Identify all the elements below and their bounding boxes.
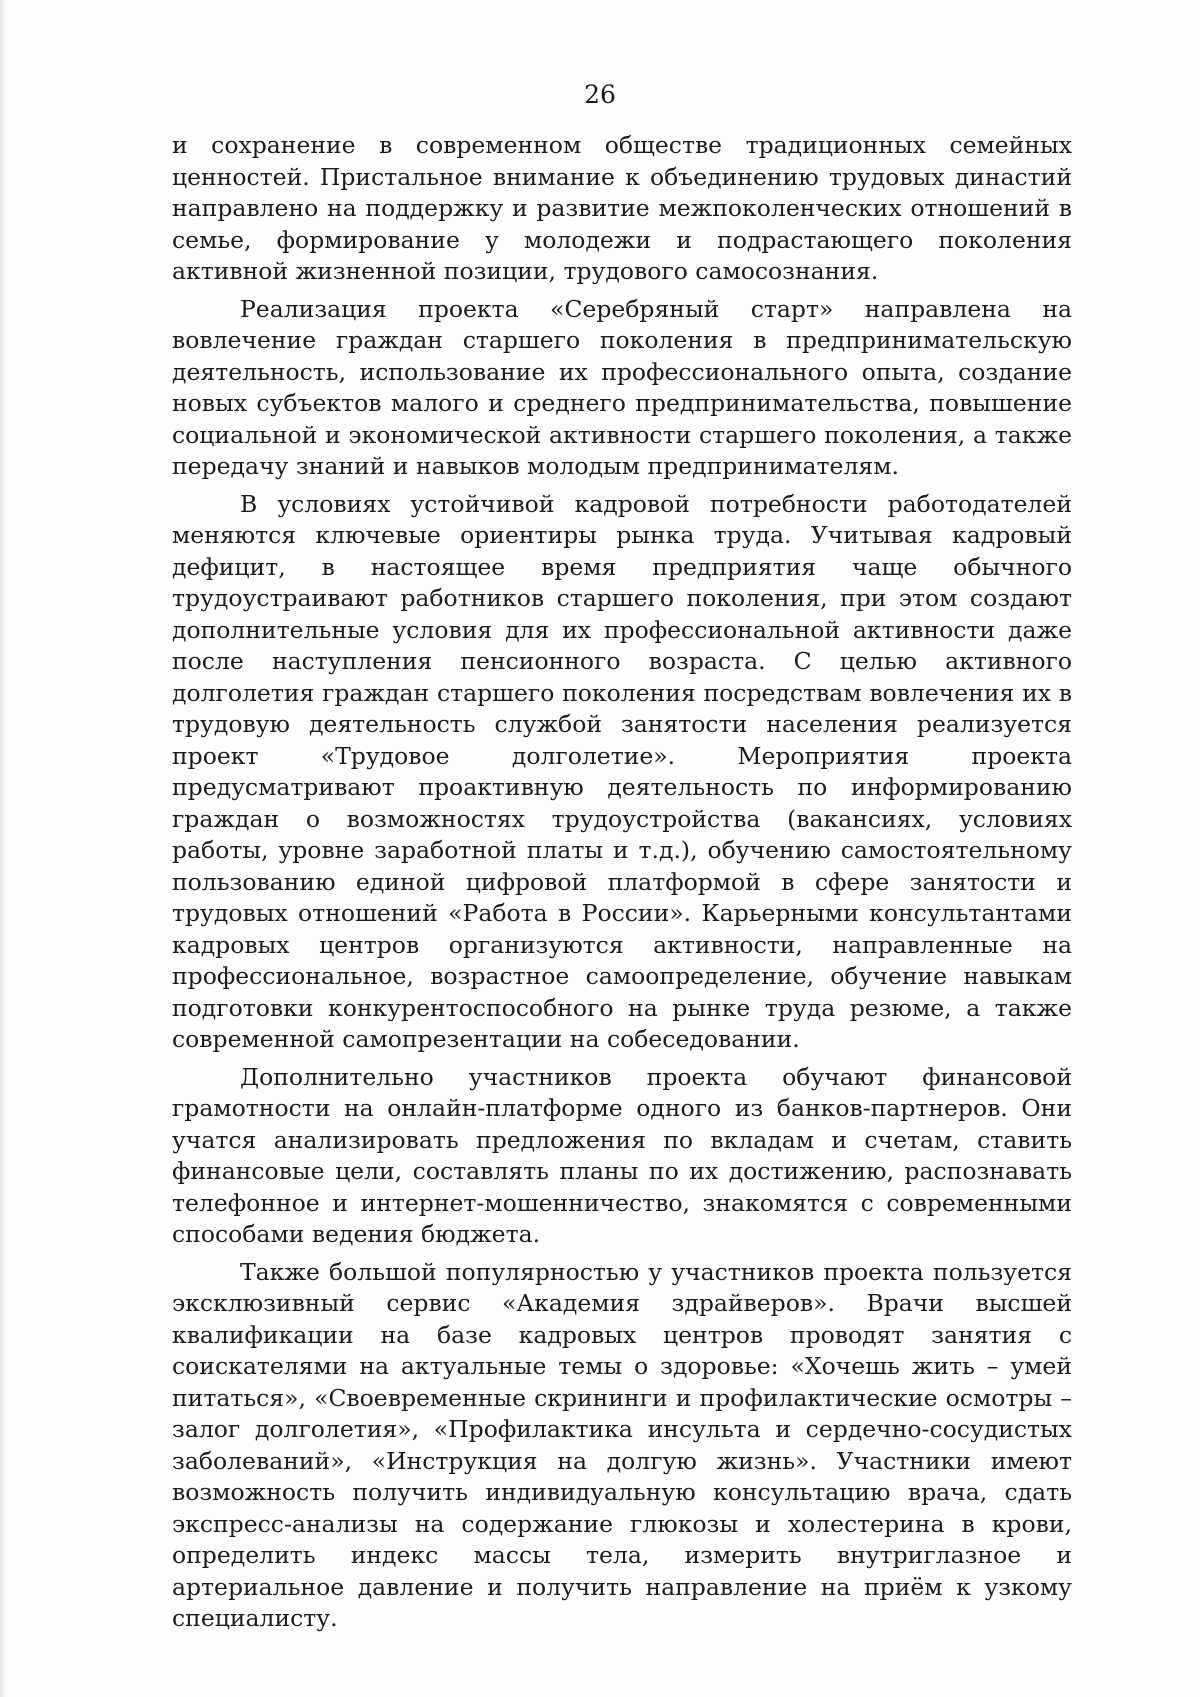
body-text xyxy=(172,130,1072,1635)
scan-edge xyxy=(0,0,6,1697)
paragraph-silver-start: Реализация проекта «Серебряный старт» направлена на вовлечение граждан старшего поколения в предпринимательскую деятельность, использование их профессионального опыта, создание новых субъектов малого и среднего предпринимательства, повышение социальной и экономической активности старшего поколения, а также передачу знаний и навыков молодым предпринимателям. xyxy=(172,294,1072,480)
paragraph-financial-literacy: Дополнительно участников проекта обучают финансовой грамотности на онлайн-платформе одного из банков-партнеров. Они учатся анализировать предложения по вкладам и счетам, ставить финансовые цели, составлять планы по их достижению, распознавать телефонное и интернет-мошенничество, знакомятся с современными способами ведения бюджета. xyxy=(172,1062,1072,1248)
page-number: 26 xyxy=(584,80,616,109)
paragraph-continuation: и сохранение в современном обществе традиционных семейных ценностей. Пристальное внимание к объединению трудовых династий направлено на поддержку и развитие межпоколенческих отношений в семье, формирование у молодежи и подрастающего поколения активной жизненной позиции, трудового самосознания. xyxy=(172,131,1072,285)
paragraph-labor-longevity: В условиях устойчивой кадровой потребности работодателей меняются ключевые ориентиры рынка труда. Учитывая кадровый дефицит, в настоящее время предприятия чаще обычного трудоустраивают работников старшего поколения, при этом создают дополнительные условия для их профессиональной активности даже после наступления пенсионного возраста. С целью активного долголетия граждан старшего поколения посредствам вовлечения их в трудовую деятельность службой занятости населения реализуется проект «Трудовое долголетие». Мероприятия проекта предусматривают проактивную деятельность по информированию граждан о возможностях трудоустройства (вакансиях, условиях работы, уровне заработной платы и т.д.), обучению самостоятельному пользованию единой цифровой платформой в сфере занятости и трудовых отношений «Работа в России». Карьерными консультантами кадровых центров организуются активности, направленные на профессиональное, возрастное самоопределение, обучение навыкам подготовки конкурентоспособного на рынке труда резюме, а также современной самопрезентации на собеседовании. xyxy=(172,489,1072,1053)
paragraph-health-academy: Также большой популярностью у участников проекта пользуется эксклюзивный сервис «Академия здрайверов». Врачи высшей квалификации на базе кадровых центров проводят занятия с соискателями на актуальные темы о здоровье: «Хочешь жить – умей питаться», «Своевременные скрининги и профилактические осмотры – залог долголетия», «Профилактика инсульта и сердечно-сосудистых заболеваний», «Инструкция на долгую жизнь». Участники имеют возможность получить индивидуальную консультацию врача, сдать экспресс-анализы на содержание глюкозы и холестерина в крови, определить индекс массы тела, измерить внутриглазное и артериальное давление и получить направление на приём к узкому специалисту. xyxy=(172,1257,1072,1632)
